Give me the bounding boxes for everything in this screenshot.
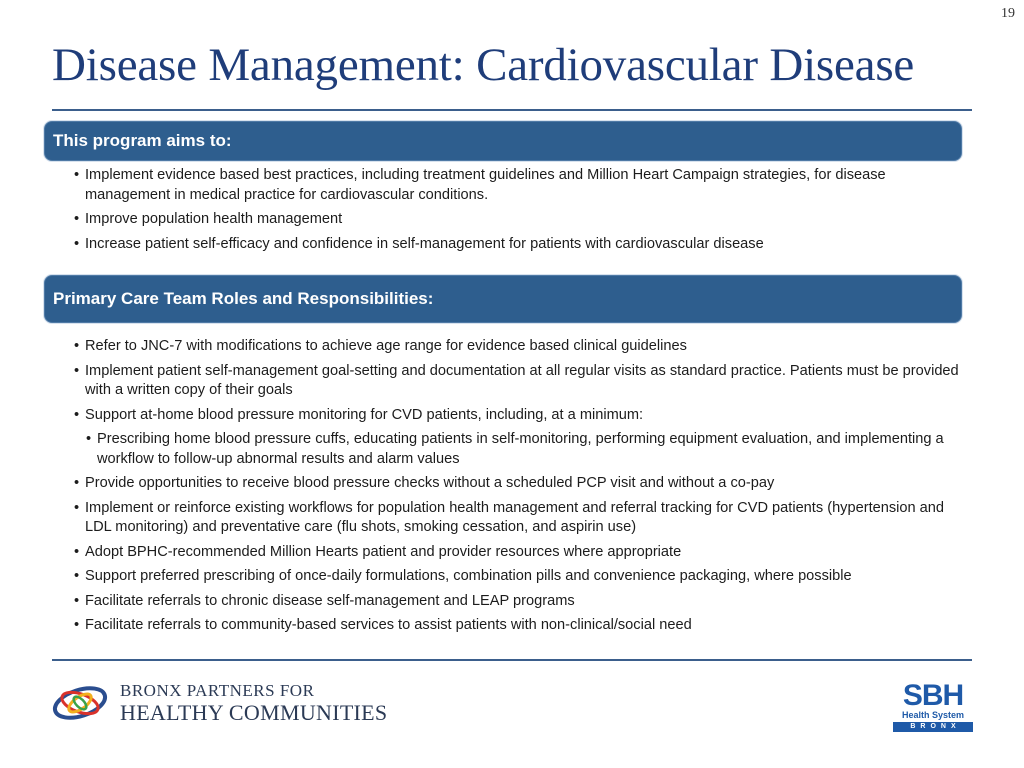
bphc-name-line1: BRONX PARTNERS FOR [120,681,315,700]
sbh-subtitle: Health System [901,710,965,720]
sbh-mark: SBH [902,679,964,712]
program-aims-header [44,121,962,161]
list-item: • Support at-home blood pressure monitoring for CVD patients, including, at a minimum: [74,406,964,426]
list-item: • Implement evidence based best practices, including treatment guidelines and Million Heart Campaign strategies, for disease management in medical practice for cardiovascular conditions. [74,166,964,205]
program-aims-heading: This program aims to: [53,131,232,150]
sbh-bronx-bar: BRONX [893,722,973,732]
footer-divider [52,659,972,661]
title-divider [52,109,972,111]
sbh-logo [893,679,973,732]
roles-heading: Primary Care Team Roles and Responsibilities: [53,289,434,308]
bphc-logo [50,681,387,725]
list-item: • Facilitate referrals to chronic disease self-management and LEAP programs [74,592,964,612]
list-item: • Support preferred prescribing of once-daily formulations, combination pills and convenience packaging, where possible [74,567,964,587]
page-number: 19 [1001,6,1015,21]
list-item: • Refer to JNC-7 with modifications to achieve age range for evidence based clinical guidelines [74,337,964,357]
swirl-logo-icon [50,681,110,725]
bphc-name-line2: HEALTHY COMMUNITIES [120,700,388,725]
list-item: • Adopt BPHC-recommended Million Hearts patient and provider resources where appropriate [74,543,964,563]
list-item: • Prescribing home blood pressure cuffs, educating patients in self-monitoring, performing equipment evaluation, and implementing a workflow to follow-up abnormal results and alarm values [74,430,964,469]
list-item: • Improve population health management [74,210,964,230]
list-item: • Implement patient self-management goal-setting and documentation at all regular visits as standard practice. Patients must be provided with a written copy of their goals [74,362,964,401]
program-aims-list [74,166,964,259]
roles-header [44,275,962,323]
list-item: • Increase patient self-efficacy and confidence in self-management for patients with cardiovascular disease [74,235,964,255]
list-item: • Implement or reinforce existing workflows for population health management and referral tracking for CVD patients (hypertension and LDL monitoring) and preventative care (flu shots, smoking cessation, and aspirin use) [74,499,964,538]
roles-list [74,337,964,641]
slide-title: Disease Management: Cardiovascular Disease [52,39,915,91]
list-item: • Provide opportunities to receive blood pressure checks without a scheduled PCP visit and without a co-pay [74,474,964,494]
list-item: • Facilitate referrals to community-based services to assist patients with non-clinical/social need [74,616,964,636]
